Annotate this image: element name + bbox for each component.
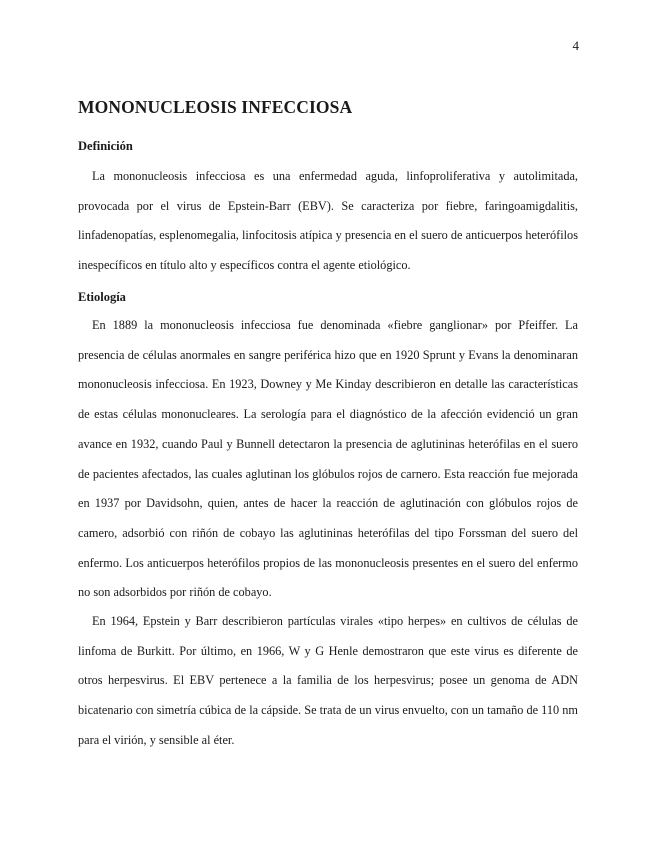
paragraph-etiologia-virus: En 1964, Epstein y Barr describieron partículas virales «tipo herpes» en cultivos de células de linfoma de Burkitt. Por último, en 1966, W y G Henle demostraron que este virus es diferente de otros herpesvirus. El EBV pertenece a la familia de los herpesvirus; posee un genoma de ADN bicatenario con simetría cúbica de la cápside. Se trata de un virus envuelto, con un tamaño de 110 nm para el virión, y sensible al éter. bbox=[78, 614, 578, 747]
section-heading-definicion: Definición bbox=[78, 139, 133, 153]
paragraph-etiologia-history: En 1889 la mononucleosis infecciosa fue denominada «fiebre ganglionar» por Pfeiffer. La presencia de células anormales en sangre periférica hizo que en 1920 Sprunt y Evans la denominaran mononucleosis infecciosa. En 1923, Downey y Me Kinday describieron en detalle las características de estas células mononucleares. La serología para el diagnóstico de la afección evidenció un gran avance en 1932, cuando Paul y Bunnell detectaron la presencia de aglutininas heterófilas en el suero de pacientes afectados, las cuales aglutinan los glóbulos rojos de carnero. Esta reacción fue mejorada en 1937 por Davidsohn, quien, antes de hacer la reacción de aglutinación con glóbulos rojos de camero, adsorbió con riñón de cobayo las aglutininas heterófilas del tipo Forssman del suero del enfermo. Los anticuerpos heterófilos propios de las mononucleosis presentes en el suero del enfermo no son adsorbidos por riñón de cobayo. bbox=[78, 318, 578, 600]
paragraph-definicion: La mononucleosis infecciosa es una enfermedad aguda, linfoproliferativa y autolimitada, provocada por el virus de Epstein-Barr (EBV). Se caracteriza por fiebre, faringoamigdalitis, linfadenopatías, esplenomegalia, linfocitosis atípica y presencia en el suero de anticuerpos heterófilos inespecíficos en título alto y específicos contra el agente etiológico. bbox=[78, 169, 578, 273]
document-title: MONONUCLEOSIS INFECCIOSA bbox=[78, 97, 353, 117]
page-number: 4 bbox=[572, 38, 579, 53]
section-heading-etiologia: Etiología bbox=[78, 290, 126, 304]
